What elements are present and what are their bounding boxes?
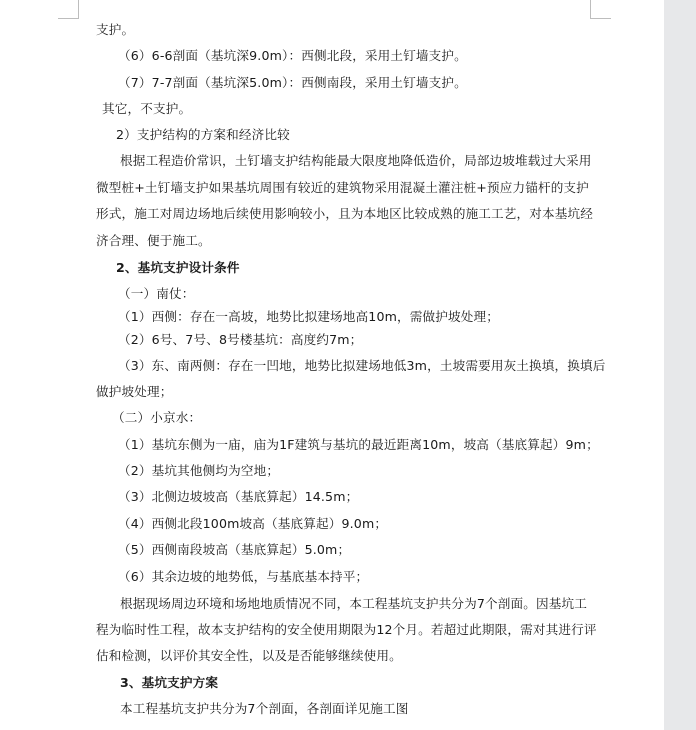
paragraph-line: （1）基坑东侧为一庙，庙为1F建筑与基坑的最近距离10m，坡高（基底算起）9m；: [118, 437, 599, 452]
paragraph-line: （6）其余边坡的地势低，与基底基本持平；: [118, 569, 369, 584]
paragraph-line: 本工程基坑支护共分为7个剖面，各剖面详见施工图: [120, 701, 409, 716]
paragraph-line: 支护。: [96, 22, 135, 37]
paragraph-line: （一）南仗：: [118, 286, 195, 301]
paragraph-line: 根据现场周边环境和场地地质情况不同，本工程基坑支护共分为7个剖面。因基坑工: [120, 596, 587, 611]
paragraph-line: 做护坡处理；: [96, 384, 173, 399]
paragraph-line: （4）西侧北段100m坡高（基底算起）9.0m；: [118, 516, 388, 531]
section-heading: 3、基坑支护方案: [120, 675, 219, 690]
paragraph-line: 形式，施工对周边场地后续使用影响较小，且为本地区比较成熟的施工工艺，对本基坑经: [96, 206, 594, 221]
section-heading: 2、基坑支护设计条件: [116, 260, 240, 275]
crop-mark-top-left: [58, 0, 79, 19]
paragraph-line: 根据工程造价常识，土钉墙支护结构能最大限度地降低造价，局部边坡堆载过大采用: [120, 153, 592, 168]
paragraph-line: （2）基坑其他侧均为空地；: [118, 463, 280, 478]
paragraph-line: 济合理、便于施工。: [96, 233, 211, 248]
vertical-scroll-track[interactable]: [664, 0, 696, 730]
crop-mark-top-right: [590, 0, 611, 19]
paragraph-line: （5）西侧南段坡高（基底算起）5.0m；: [118, 542, 351, 557]
paragraph-line: （3）东、南两侧：存在一凹地，地势比拟建场地低3m，土坡需要用灰土换填，换填后: [118, 358, 606, 373]
paragraph-line: （6）6-6剖面（基坑深9.0m）：西侧北段，采用土钉墙支护。: [118, 48, 467, 63]
paragraph-line: （1）西侧：存在一高坡，地势比拟建场地高10m，需做护坡处理；: [118, 309, 499, 324]
paragraph-line: （二）小京水：: [112, 410, 202, 425]
paragraph-line: （2）6号、7号、8号楼基坑：高度约7m；: [118, 332, 363, 347]
section-subheading: 2）支护结构的方案和经济比较: [116, 127, 290, 142]
paragraph-line: 估和检测，以评价其安全性，以及是否能够继续使用。: [96, 648, 402, 663]
paragraph-line: 其它，不支护。: [102, 101, 192, 116]
paragraph-line: 程为临时性工程，故本支护结构的安全使用期限为12个月。若超过此期限，需对其进行评: [96, 622, 597, 637]
paragraph-line: 微型桩+土钉墙支护如果基坑周围有较近的建筑物采用混凝土灌注桩+预应力锚杆的支护: [96, 180, 589, 195]
paragraph-line: （7）7-7剖面（基坑深5.0m）：西侧南段，采用土钉墙支护。: [118, 75, 467, 90]
paragraph-line: （3）北侧边坡坡高（基底算起）14.5m；: [118, 489, 359, 504]
